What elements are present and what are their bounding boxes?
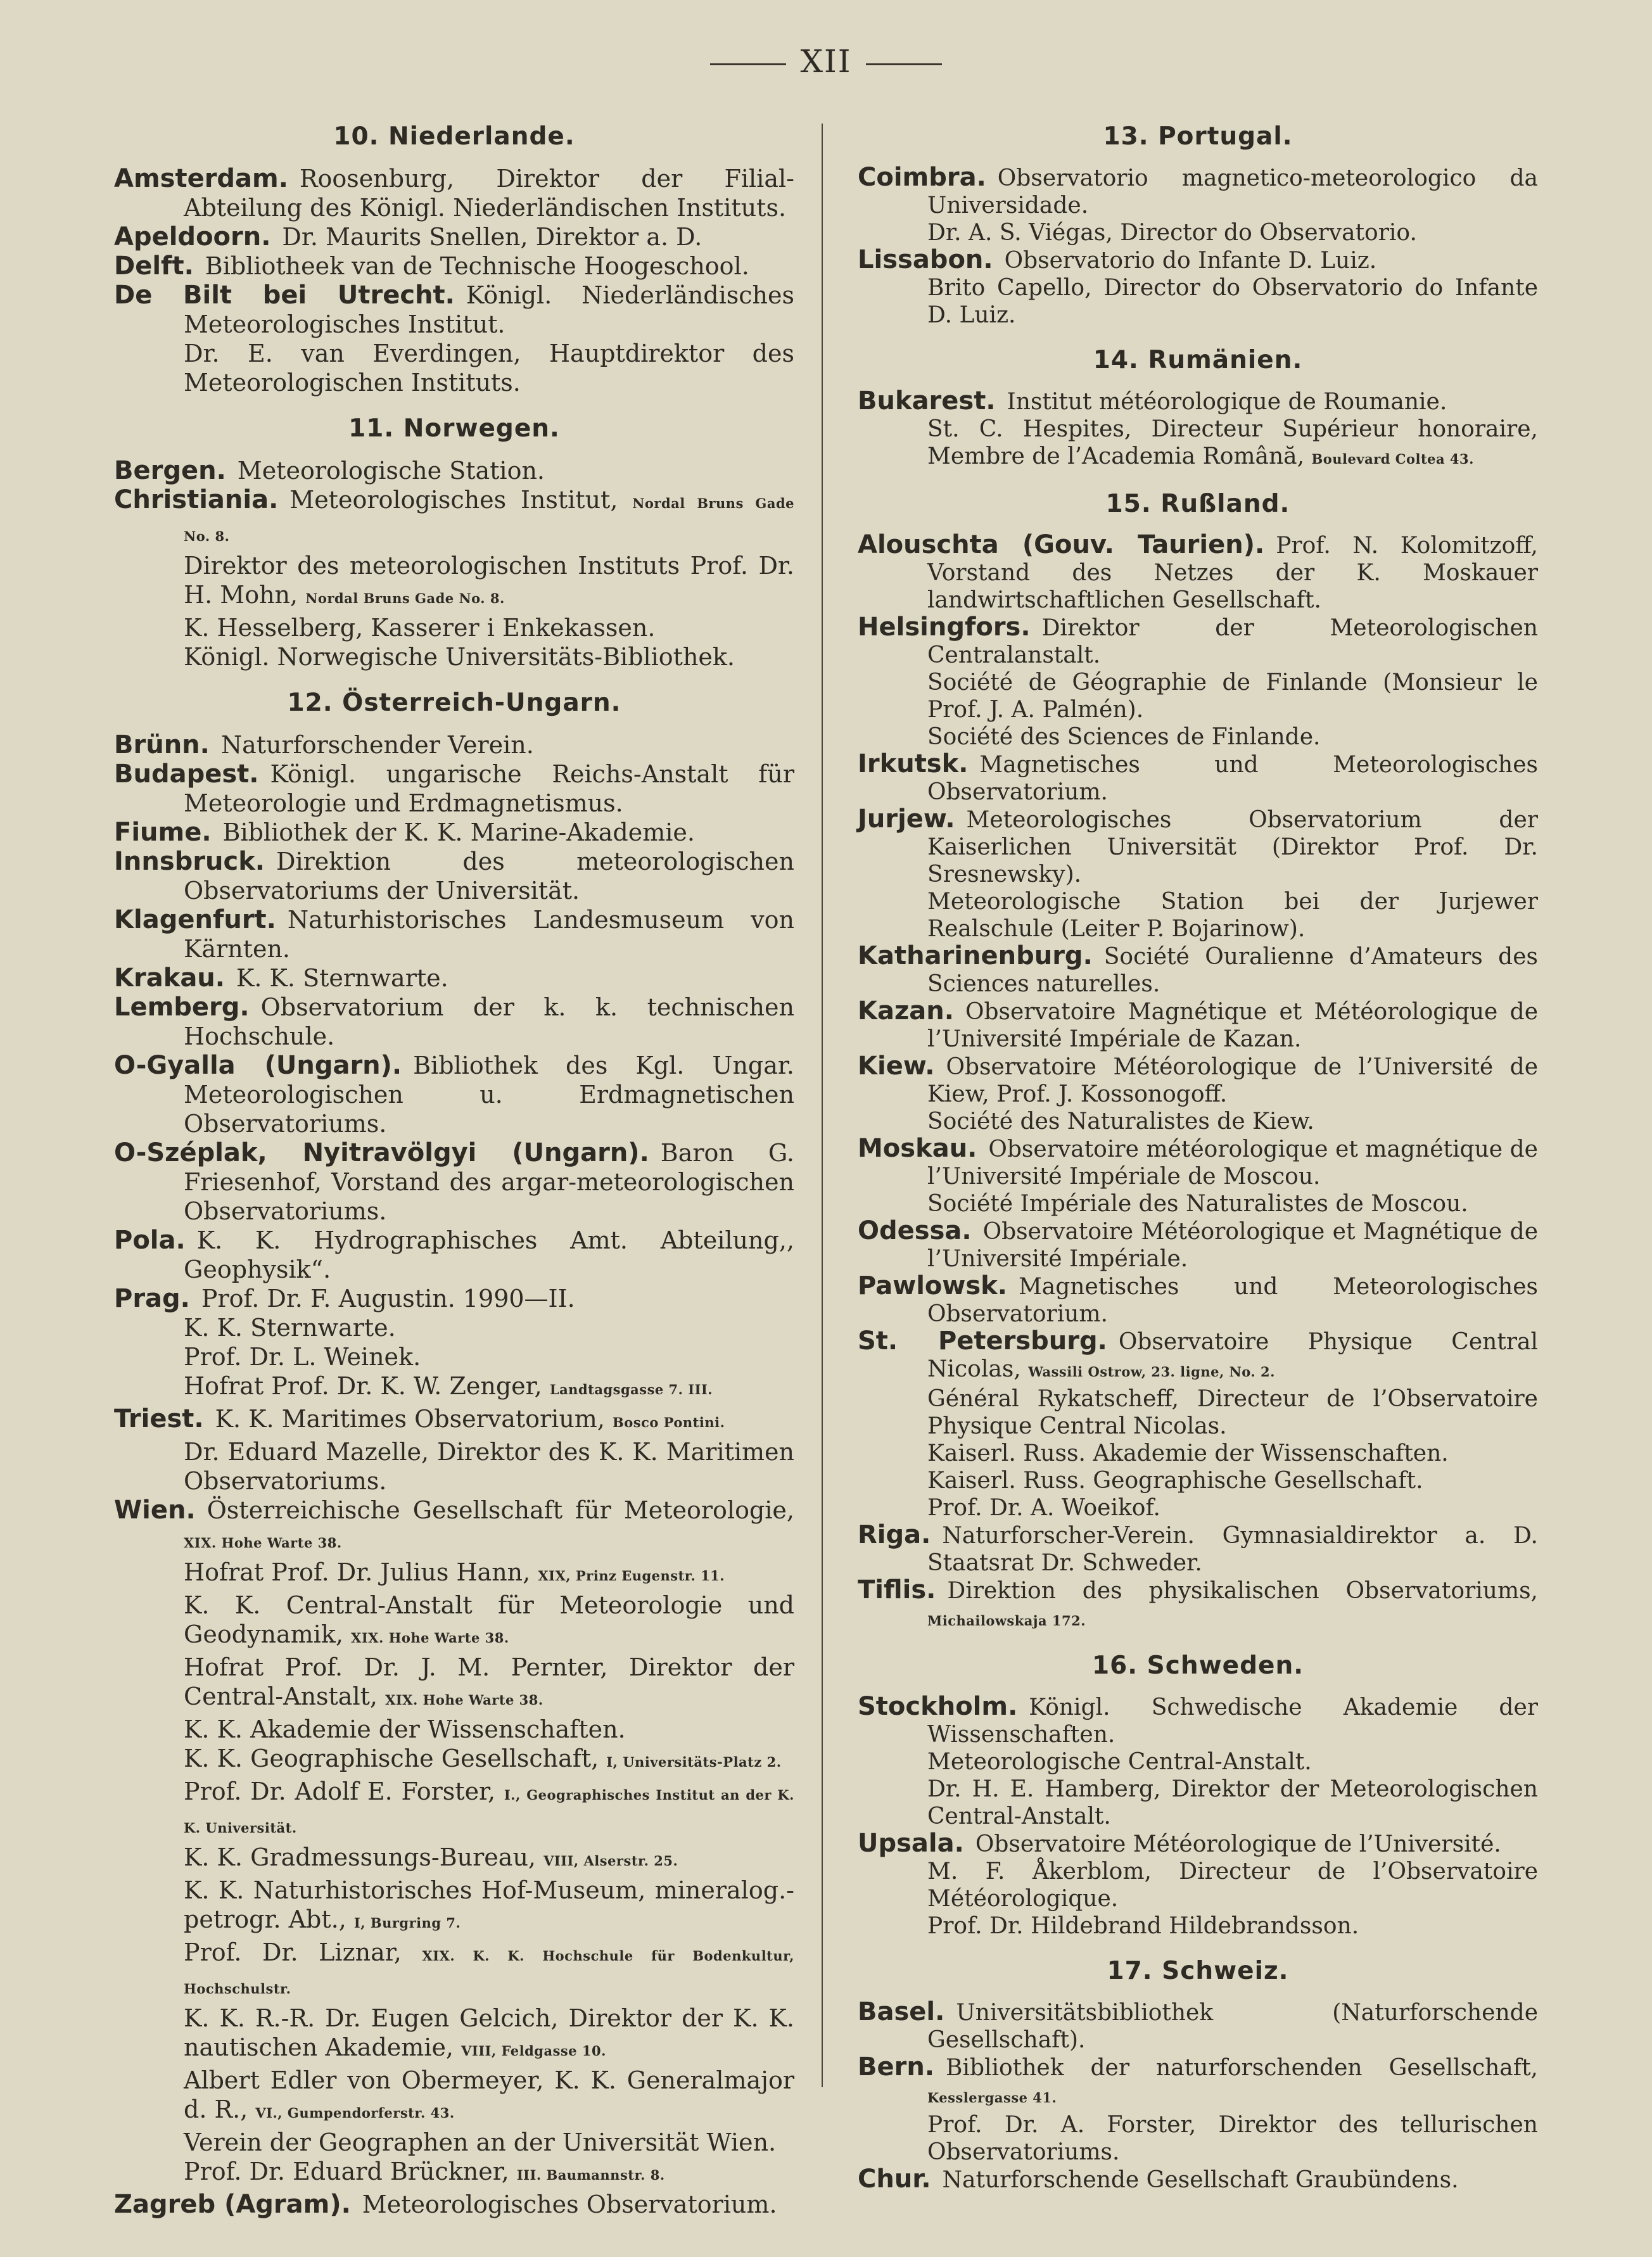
entry-text: K. K. R.-R. Dr. Eugen Gelcich, Direktor der K. K. nautischen Akademie, (184, 2004, 794, 2061)
header-rule-right (866, 63, 942, 65)
entry-continuation (114, 1876, 794, 1938)
directory-entry (114, 1284, 794, 1313)
entry-continuation (858, 1776, 1538, 1830)
place-name: Bern. (858, 2052, 935, 2082)
entry-text: K. K. Sternwarte. (184, 1314, 396, 1342)
entry-text: Observatorio do Infante D. Luiz. (1004, 248, 1377, 274)
directory-entry (114, 760, 794, 818)
entry-continuation (114, 551, 794, 613)
directory-entry (858, 1693, 1538, 1748)
place-name: Lissabon. (858, 245, 993, 274)
entry-text: Société Ouralienne d’Amateurs des Sciences naturelles. (927, 944, 1538, 997)
entry-text: Bibliothek des Kgl. Ungar. Meteorologischen u. Erdmagnetischen Observatoriums. (184, 1052, 794, 1138)
entry-continuation (858, 1467, 1538, 1494)
entry-text: Hofrat Prof. Dr. J. M. Pernter, Direktor der Central-Anstalt, (184, 1653, 794, 1710)
entry-text: Prof. Dr. Adolf E. Forster, (184, 1777, 496, 1805)
entry-continuation (114, 339, 794, 397)
address-note: Boulevard Coltea 43. (1311, 451, 1474, 467)
entry-text: K. K. Sternwarte. (236, 964, 448, 992)
section-heading: 17. Schweiz. (1107, 1957, 1289, 1985)
entry-continuation (114, 1591, 794, 1653)
entry-continuation (858, 1858, 1538, 1912)
entry-text: Société des Naturalistes de Kiew. (927, 1109, 1314, 1135)
entry-text: Société des Sciences de Finlande. (927, 724, 1321, 750)
address-note: XIX. Hohe Warte 38. (351, 1630, 509, 1646)
entry-continuation (114, 1342, 794, 1371)
entry-text: K. K. Geographische Gesellschaft, (184, 1745, 599, 1772)
address-note: Kesslergasse 41. (927, 2090, 1057, 2106)
place-name: Amsterdam. (114, 164, 288, 193)
entry-text: Bibliothek der naturforschenden Gesellschaft, (946, 2055, 1538, 2081)
entry-text: K. K. Gradmessungs-Bureau, (184, 1843, 536, 1871)
address-note: VIII, Feldgasse 10. (461, 2043, 606, 2059)
place-name: Basel. (858, 1997, 945, 2026)
place-name: Irkutsk. (858, 749, 969, 779)
entry-text: Kaiserl. Russ. Geographische Gesellschaft. (927, 1468, 1423, 1494)
address-note: VI., Gumpendorferstr. 43. (255, 2105, 455, 2121)
entry-text: Baron G. Friesenhof, Vorstand des argar-meteorologischen Observatoriums. (184, 1139, 794, 1225)
address-note: Michailowskaja 172. (927, 1613, 1086, 1629)
entry-text: Naturforschende Gesellschaft Graubündens. (942, 2167, 1459, 2193)
entry-continuation (858, 723, 1538, 751)
entry-text: Prof. Dr. L. Weinek. (184, 1343, 421, 1371)
entry-continuation (858, 219, 1538, 246)
place-name: Alouschta (Gouv. Taurien). (858, 530, 1265, 559)
entry-text: Brito Capello, Director do Observatorio do Infante D. Luiz. (927, 275, 1538, 328)
entry-text: Magnetisches und Meteorologisches Observatorium. (927, 1274, 1538, 1327)
directory-entry (858, 531, 1538, 614)
entry-continuation (114, 2128, 794, 2157)
entry-text: Roosenburg, Direktor der Filial-Abteilung des Königl. Niederländischen Instituts. (184, 165, 794, 222)
section-heading: 16. Schweden. (1091, 1651, 1304, 1680)
place-name: Katharinenburg. (858, 941, 1093, 970)
place-name: Moskau. (858, 1134, 977, 1163)
place-name: Pola. (114, 1226, 186, 1255)
entry-text: M. F. Åkerblom, Directeur de l’Observatoire Météorologique. (927, 1859, 1538, 1912)
left-column (114, 118, 794, 2219)
place-name: De Bilt bei Utrecht. (114, 281, 455, 310)
entry-text: Königl. ungarische Reichs-Anstalt für Meteorologie und Erdmagnetismus. (184, 760, 794, 817)
directory-entry (858, 2054, 1538, 2111)
entry-continuation (114, 1313, 794, 1342)
entry-text: Verein der Geographen an der Universität Wien. (184, 2128, 777, 2156)
column-divider (822, 124, 823, 2087)
address-note: Wassili Ostrow, 23. ligne, No. 2. (1028, 1364, 1275, 1380)
directory-entry (858, 614, 1538, 669)
entry-text: K. K. Hydrographisches Amt. Abteilung,, Geophysik“. (184, 1226, 794, 1283)
directory-entry (858, 1328, 1538, 1385)
entry-text: Dr. Maurits Snellen, Direktor a. D. (282, 223, 702, 251)
entry-text: Naturhistorisches Landesmuseum von Kärnten. (184, 906, 794, 963)
place-name: Innsbruck. (114, 847, 265, 876)
entry-text: Prof. Dr. Hildebrand Hildebrandsson. (927, 1913, 1359, 1939)
place-name: Lemberg. (114, 993, 250, 1022)
entry-continuation (858, 888, 1538, 943)
address-note: I, Universitäts-Platz 2. (606, 1754, 782, 1770)
entry-text: Direktor der Meteorologischen Centralanstalt. (927, 615, 1538, 668)
entry-continuation (114, 1938, 794, 2004)
entry-text: Prof. Dr. Liznar, (184, 1938, 402, 1966)
directory-entry (858, 1218, 1538, 1273)
entry-text: Meteorologische Station. (237, 457, 545, 485)
directory-entry (858, 164, 1538, 219)
address-note: III. Baumannstr. 8. (516, 2167, 665, 2183)
page-number: XII (800, 43, 852, 80)
header-rule-left (710, 63, 786, 65)
place-name: Coimbra. (858, 163, 986, 192)
directory-entry (114, 164, 794, 222)
place-name: Helsingfors. (858, 613, 1031, 642)
entry-text: Direktor des meteorologischen Instituts Prof. Dr. H. Mohn, (184, 552, 794, 609)
address-note: XIX. Hohe Warte 38. (385, 1692, 543, 1708)
entry-continuation (114, 1437, 794, 1496)
directory-entry (858, 998, 1538, 1053)
entry-text: Dr. H. E. Hamberg, Direktor der Meteorologischen Central-Anstalt. (927, 1776, 1538, 1829)
address-note: XIX. Hohe Warte 38. (184, 1535, 342, 1551)
directory-entry (114, 281, 794, 339)
directory-entry (114, 1404, 794, 1437)
entry-text: Prof. Dr. F. Augustin. 1990—II. (201, 1285, 575, 1313)
entry-continuation (114, 642, 794, 671)
place-name: Delft. (114, 251, 194, 281)
entry-text: Meteorologisches Observatorium der Kaiserlichen Universität (Direktor Prof. Dr. Sresnewsky). (927, 807, 1538, 887)
entry-text: Direktion des meteorologischen Observatoriums der Universität. (184, 848, 794, 905)
entry-continuation (858, 1108, 1538, 1135)
directory-entry (858, 388, 1538, 416)
entry-text: Dr. E. van Everdingen, Hauptdirektor des Meteorologischen Instituts. (184, 340, 794, 397)
entry-text: K. K. Maritimes Observatorium, (215, 1405, 605, 1433)
place-name: O-Gyalla (Ungarn). (114, 1051, 402, 1080)
place-name: Bukarest. (858, 386, 996, 416)
directory-entry (114, 251, 794, 281)
entry-continuation (858, 1385, 1538, 1440)
entry-continuation (114, 1371, 794, 1404)
section-heading: 14. Rumänien. (1093, 346, 1303, 374)
address-note: XIX, Prinz Eugenstr. 11. (538, 1568, 725, 1584)
section-heading: 11. Norwegen. (348, 414, 560, 443)
place-name: Kiew. (858, 1052, 935, 1081)
address-note: Nordal Bruns Gade No. 8. (184, 495, 794, 544)
directory-entry (858, 1135, 1538, 1190)
directory-entry (114, 2190, 794, 2219)
directory-entry (858, 1053, 1538, 1108)
place-name: Zagreb (Agram). (114, 2190, 351, 2219)
place-name: Apeldoorn. (114, 222, 271, 251)
directory-entry (114, 730, 794, 760)
entry-text: Prof. Dr. A. Woeikof. (927, 1495, 1160, 1521)
directory-entry (114, 847, 794, 905)
entry-text: Magnetisches und Meteorologisches Observatorium. (927, 752, 1538, 805)
place-name: Klagenfurt. (114, 905, 276, 934)
section-heading: 10. Niederlande. (333, 122, 575, 151)
address-note: I., Geographisches Institut an der K. K. Universität. (184, 1787, 794, 1836)
directory-entry (114, 963, 794, 993)
entry-text: Observatoire Physique Central Nicolas, (927, 1329, 1538, 1382)
entry-text: Meteorologische Central-Anstalt. (927, 1749, 1312, 1775)
place-name: Jurjew. (858, 804, 955, 834)
section-heading: 15. Rußland. (1105, 490, 1290, 518)
entry-text: Meteorologisches Institut, (289, 486, 618, 514)
directory-entry (858, 1273, 1538, 1328)
address-note: Bosco Pontini. (613, 1415, 725, 1430)
directory-entry (114, 905, 794, 963)
entry-continuation (114, 1843, 794, 1876)
entry-continuation (114, 1653, 794, 1715)
place-name: Odessa. (858, 1216, 972, 1245)
page-header (0, 43, 1652, 80)
entry-continuation (858, 274, 1538, 329)
place-name: St. Petersburg. (858, 1326, 1107, 1356)
entry-text: Observatoire météorologique et magnétique de l’Université Impériale de Moscou. (927, 1136, 1538, 1190)
place-name: Christiania. (114, 485, 279, 514)
address-note: Nordal Bruns Gade No. 8. (305, 590, 505, 606)
entry-continuation (858, 1494, 1538, 1522)
address-note: VIII, Alserstr. 25. (543, 1853, 678, 1869)
entry-text: Königl. Niederländisches Meteorologisches Institut. (184, 281, 795, 338)
place-name: Tiflis. (858, 1575, 936, 1605)
place-name: Krakau. (114, 963, 225, 993)
place-name: Upsala. (858, 1829, 964, 1858)
entry-text: Kaiserl. Russ. Akademie der Wissenschaften. (927, 1440, 1449, 1466)
entry-text: Königl. Norwegische Universitäts-Bibliothek. (184, 643, 735, 671)
section-heading: 13. Portugal. (1103, 122, 1293, 151)
place-name: Riga. (858, 1520, 931, 1549)
entry-text: Königl. Schwedische Akademie der Wissenschaften. (927, 1694, 1538, 1748)
directory-entry (858, 1830, 1538, 1858)
place-name: Triest. (114, 1404, 204, 1434)
entry-text: Général Rykatscheff, Directeur de l’Observatoire Physique Central Nicolas. (927, 1386, 1538, 1439)
entry-text: K. K. Central-Anstalt für Meteorologie und Geodynamik, (184, 1591, 794, 1648)
directory-entry (858, 1577, 1538, 1634)
entry-continuation (114, 1744, 794, 1777)
directory-entry (114, 818, 794, 847)
entry-text: Albert Edler von Obermeyer, K. K. Generalmajor d. R., (184, 2066, 794, 2123)
place-name: Pawlowsk. (858, 1271, 1007, 1300)
entry-text: Österreichische Gesellschaft für Meteorologie, (206, 1496, 794, 1524)
entry-text: Hofrat Prof. Dr. Julius Hann, (184, 1558, 531, 1586)
entry-text: Dr. Eduard Mazelle, Direktor des K. K. Maritimen Observatoriums. (184, 1438, 794, 1495)
address-note: XIX. K. K. Hochschule für Bodenkultur, Hochschulstr. (184, 1948, 794, 1997)
entry-text: Observatoire Météorologique et Magnétique de l’Université Impériale. (927, 1219, 1538, 1272)
entry-text: Observatoire Magnétique et Météorologique de l’Université Impériale de Kazan. (927, 999, 1538, 1052)
entry-text: Naturforscher-Verein. Gymnasialdirektor a. D. Staatsrat Dr. Schweder. (927, 1523, 1538, 1576)
entry-text: Société Impériale des Naturalistes de Moscou. (927, 1191, 1468, 1217)
entry-continuation (114, 613, 794, 642)
directory-entry (114, 1051, 794, 1138)
place-name: Prag. (114, 1284, 190, 1313)
entry-text: Meteorologisches Observatorium. (362, 2190, 777, 2218)
entry-text: Observatorio magnetico-meteorologico da Universidade. (927, 165, 1538, 219)
place-name: Fiume. (114, 818, 212, 847)
directory-entry (858, 246, 1538, 274)
directory-entry (114, 1138, 794, 1226)
entry-continuation (114, 1558, 794, 1591)
entry-text: Prof. Dr. Eduard Brückner, (184, 2158, 509, 2185)
entry-text: Universitätsbibliothek (Naturforschende Gesellschaft). (927, 2000, 1538, 2053)
entry-continuation (858, 1190, 1538, 1218)
entry-text: Direktion des physikalischen Observatoriums, (947, 1578, 1538, 1604)
entry-text: Institut météorologique de Roumanie. (1007, 389, 1447, 415)
entry-text: Bibliothek der K. K. Marine-Akademie. (222, 818, 695, 846)
entry-text: Observatoire Météorologique de l’Université de Kiew, Prof. J. Kossonogoff. (927, 1054, 1538, 1107)
entry-continuation (114, 2157, 794, 2190)
directory-entry (114, 993, 794, 1051)
entry-text: Hofrat Prof. Dr. K. W. Zenger, (184, 1372, 542, 1400)
directory-entry (858, 2166, 1538, 2194)
place-name: Stockholm. (858, 1692, 1018, 1721)
directory-entry (114, 1226, 794, 1284)
entry-text: K. Hesselberg, Kasserer i Enkekassen. (184, 614, 656, 642)
place-name: Brünn. (114, 730, 210, 760)
directory-entry (858, 1999, 1538, 2054)
entry-text: Dr. A. S. Viégas, Director do Observatorio. (927, 220, 1417, 246)
directory-entry (858, 751, 1538, 806)
entry-text: Bibliotheek van de Technische Hoogeschool. (205, 252, 749, 280)
entry-continuation (858, 2111, 1538, 2166)
place-name: Bergen. (114, 456, 226, 485)
entry-text: Prof. Dr. A. Forster, Direktor des tellurischen Observatoriums. (927, 2112, 1538, 2165)
entry-text: K. K. Naturhistorisches Hof-Museum, mineralog.-petrogr. Abt., (184, 1876, 794, 1933)
directory-entry (858, 806, 1538, 888)
entry-text: Naturforschender Verein. (220, 731, 534, 759)
directory-entry (114, 485, 794, 551)
entry-text: St. C. Hespites, Directeur Supérieur honoraire, Membre de l’Academia Română, (927, 416, 1538, 469)
entry-continuation (858, 416, 1538, 473)
entry-continuation (114, 2066, 794, 2128)
entry-continuation (858, 1912, 1538, 1940)
address-note: I, Burgring 7. (353, 1915, 461, 1931)
entry-text: Meteorologische Station bei der Jurjewer Realschule (Leiter P. Bojarinow). (927, 889, 1538, 942)
place-name: Kazan. (858, 996, 954, 1026)
address-note: Landtagsgasse 7. III. (549, 1382, 713, 1397)
entry-continuation (858, 669, 1538, 723)
section-heading: 12. Österreich-Ungarn. (287, 689, 621, 717)
entry-text: Observatoire Météorologique de l’Université. (975, 1831, 1501, 1857)
place-name: Chur. (858, 2165, 931, 2194)
entry-continuation (858, 1440, 1538, 1467)
directory-entry (114, 1496, 794, 1558)
directory-entry (858, 943, 1538, 998)
entry-continuation (114, 1777, 794, 1843)
entry-continuation (858, 1748, 1538, 1776)
right-column (858, 118, 1538, 2194)
directory-entry (114, 456, 794, 485)
entry-text: K. K. Akademie der Wissenschaften. (184, 1715, 626, 1743)
place-name: O-Széplak, Nyitravölgyi (Ungarn). (114, 1138, 649, 1167)
entry-text: Observatorium der k. k. technischen Hochschule. (184, 993, 794, 1050)
entry-text: Prof. N. Kolomitzoff, Vorstand des Netzes der K. Moskauer landwirtschaftlichen Gesellschaft. (927, 533, 1538, 613)
entry-continuation (114, 1715, 794, 1744)
directory-entry (858, 1522, 1538, 1577)
entry-continuation (114, 2004, 794, 2066)
entry-text: Société de Géographie de Finlande (Monsieur le Prof. J. A. Palmén). (927, 670, 1538, 723)
place-name: Budapest. (114, 760, 259, 789)
place-name: Wien. (114, 1496, 196, 1525)
directory-entry (114, 222, 794, 251)
